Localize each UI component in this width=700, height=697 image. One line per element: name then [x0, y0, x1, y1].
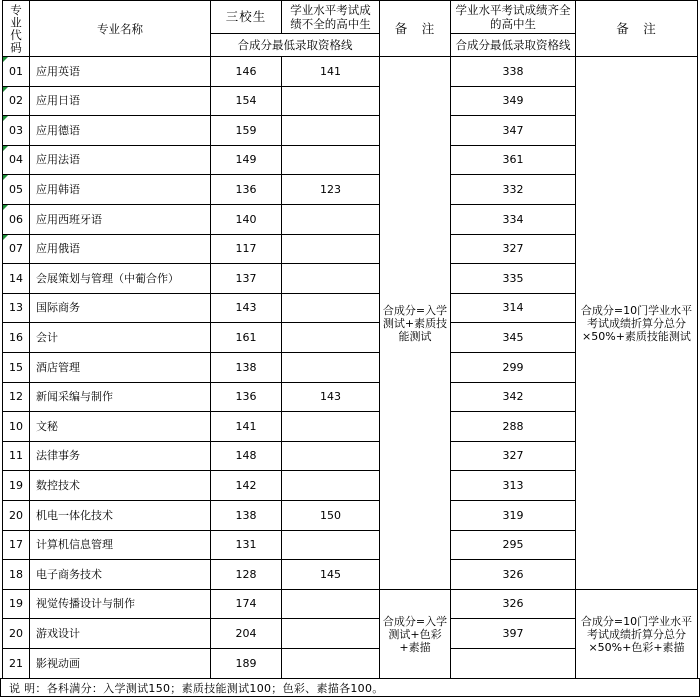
note-group1-complete: 合成分=10门学业水平考试成绩折算分总分×50%+素质技能测试 — [575, 56, 698, 590]
cell-sanxiao: 136 — [210, 174, 282, 205]
cell-complete: 299 — [450, 352, 576, 383]
header-name: 专业名称 — [29, 0, 211, 57]
cell-complete: 326 — [450, 589, 576, 619]
cell-sanxiao: 141 — [210, 411, 282, 442]
cell-complete: 319 — [450, 500, 576, 531]
cell-sanxiao: 149 — [210, 145, 282, 175]
cell-incomplete — [281, 470, 380, 501]
cell-name: 数控技术 — [29, 470, 211, 501]
cell-code: 07 — [2, 234, 30, 264]
cell-incomplete — [281, 618, 380, 649]
cell-code: 12 — [2, 382, 30, 412]
header-min-score-2: 合成分最低录取资格线 — [450, 33, 576, 57]
cell-incomplete — [281, 352, 380, 383]
cell-name: 应用德语 — [29, 115, 211, 146]
cell-code: 06 — [2, 204, 30, 235]
note-group1-incomplete: 合成分=入学测试+素质技能测试 — [379, 56, 451, 590]
note-group2-complete: 合成分=10门学业水平考试成绩折算分总分×50%+色彩+素描 — [575, 589, 698, 679]
cell-incomplete — [281, 441, 380, 471]
cell-incomplete — [281, 293, 380, 323]
cell-code: 11 — [2, 441, 30, 471]
cell-code: 15 — [2, 352, 30, 383]
cell-sanxiao: 138 — [210, 352, 282, 383]
header-remark-1: 备 注 — [379, 0, 451, 57]
cell-code: 14 — [2, 263, 30, 294]
header-incomplete: 学业水平考试成绩不全的高中生 — [281, 0, 380, 34]
cell-name: 计算机信息管理 — [29, 530, 211, 560]
cell-name: 国际商务 — [29, 293, 211, 323]
cell-complete: 314 — [450, 293, 576, 323]
cell-name: 文秘 — [29, 411, 211, 442]
footer-note: 说 明：各科满分：入学测试150；素质技能测试100；色彩、素描各100。 — [0, 678, 700, 697]
cell-complete: 326 — [450, 559, 576, 590]
cell-sanxiao: 137 — [210, 263, 282, 294]
cell-sanxiao: 146 — [210, 56, 282, 87]
cell-name: 应用俄语 — [29, 234, 211, 264]
header-complete: 学业水平考试成绩齐全的高中生 — [450, 0, 576, 34]
cell-name: 会展策划与管理（中葡合作） — [29, 263, 211, 294]
cell-code: 19 — [2, 589, 30, 619]
cell-name: 法律事务 — [29, 441, 211, 471]
cell-complete: 342 — [450, 382, 576, 412]
cell-name: 应用西班牙语 — [29, 204, 211, 235]
cell-sanxiao: 140 — [210, 204, 282, 235]
cell-name: 酒店管理 — [29, 352, 211, 383]
cell-name: 视觉传播设计与制作 — [29, 589, 211, 619]
cell-incomplete: 141 — [281, 56, 380, 87]
cell-complete: 295 — [450, 530, 576, 560]
cell-sanxiao: 138 — [210, 500, 282, 531]
cell-incomplete — [281, 530, 380, 560]
cell-incomplete — [281, 234, 380, 264]
header-code: 专业代码 — [2, 0, 30, 57]
cell-sanxiao: 143 — [210, 293, 282, 323]
cell-sanxiao: 131 — [210, 530, 282, 560]
cell-sanxiao: 148 — [210, 441, 282, 471]
cell-sanxiao: 117 — [210, 234, 282, 264]
cell-code: 13 — [2, 293, 30, 323]
cell-incomplete: 123 — [281, 174, 380, 205]
cell-code: 20 — [2, 618, 30, 649]
cell-complete: 338 — [450, 56, 576, 87]
cell-name: 应用英语 — [29, 56, 211, 87]
cell-sanxiao: 159 — [210, 115, 282, 146]
cell-code: 17 — [2, 530, 30, 560]
cell-code: 10 — [2, 411, 30, 442]
cell-name: 新闻采编与制作 — [29, 382, 211, 412]
cell-incomplete — [281, 648, 380, 679]
cell-complete — [450, 648, 576, 679]
cell-sanxiao: 136 — [210, 382, 282, 412]
note-group2-incomplete: 合成分=入学测试+色彩+素描 — [379, 589, 451, 679]
cell-name: 电子商务技术 — [29, 559, 211, 590]
cell-incomplete: 143 — [281, 382, 380, 412]
cell-sanxiao: 128 — [210, 559, 282, 590]
cell-complete: 345 — [450, 322, 576, 353]
cell-complete: 334 — [450, 204, 576, 235]
cell-code: 21 — [2, 648, 30, 679]
cell-name: 机电一体化技术 — [29, 500, 211, 531]
cell-code: 04 — [2, 145, 30, 175]
cell-complete: 332 — [450, 174, 576, 205]
cell-incomplete — [281, 411, 380, 442]
cell-name: 会计 — [29, 322, 211, 353]
cell-code: 18 — [2, 559, 30, 590]
cell-complete: 335 — [450, 263, 576, 294]
cell-sanxiao: 189 — [210, 648, 282, 679]
cell-code: 01 — [2, 56, 30, 87]
cell-sanxiao: 161 — [210, 322, 282, 353]
cell-complete: 361 — [450, 145, 576, 175]
header-min-score-1: 合成分最低录取资格线 — [210, 33, 380, 57]
cell-incomplete — [281, 589, 380, 619]
header-sanxiao: 三校生 — [210, 0, 282, 34]
cell-incomplete — [281, 115, 380, 146]
cell-complete: 327 — [450, 234, 576, 264]
cell-code: 02 — [2, 86, 30, 116]
cell-complete: 313 — [450, 470, 576, 501]
cell-incomplete — [281, 145, 380, 175]
cell-incomplete: 145 — [281, 559, 380, 590]
cell-name: 游戏设计 — [29, 618, 211, 649]
cell-code: 16 — [2, 322, 30, 353]
cell-sanxiao: 142 — [210, 470, 282, 501]
cell-code: 05 — [2, 174, 30, 205]
cell-incomplete — [281, 322, 380, 353]
cell-incomplete — [281, 263, 380, 294]
cell-sanxiao: 204 — [210, 618, 282, 649]
cell-complete: 397 — [450, 618, 576, 649]
cell-code: 20 — [2, 500, 30, 531]
cell-complete: 288 — [450, 411, 576, 442]
cell-complete: 349 — [450, 86, 576, 116]
cell-sanxiao: 174 — [210, 589, 282, 619]
cell-incomplete — [281, 86, 380, 116]
cell-incomplete — [281, 204, 380, 235]
cell-name: 应用日语 — [29, 86, 211, 116]
cell-complete: 327 — [450, 441, 576, 471]
cell-code: 03 — [2, 115, 30, 146]
cell-sanxiao: 154 — [210, 86, 282, 116]
cell-code: 19 — [2, 470, 30, 501]
cell-name: 应用韩语 — [29, 174, 211, 205]
cell-incomplete: 150 — [281, 500, 380, 531]
cell-complete: 347 — [450, 115, 576, 146]
cell-name: 影视动画 — [29, 648, 211, 679]
header-remark-2: 备 注 — [575, 0, 698, 57]
cell-name: 应用法语 — [29, 145, 211, 175]
